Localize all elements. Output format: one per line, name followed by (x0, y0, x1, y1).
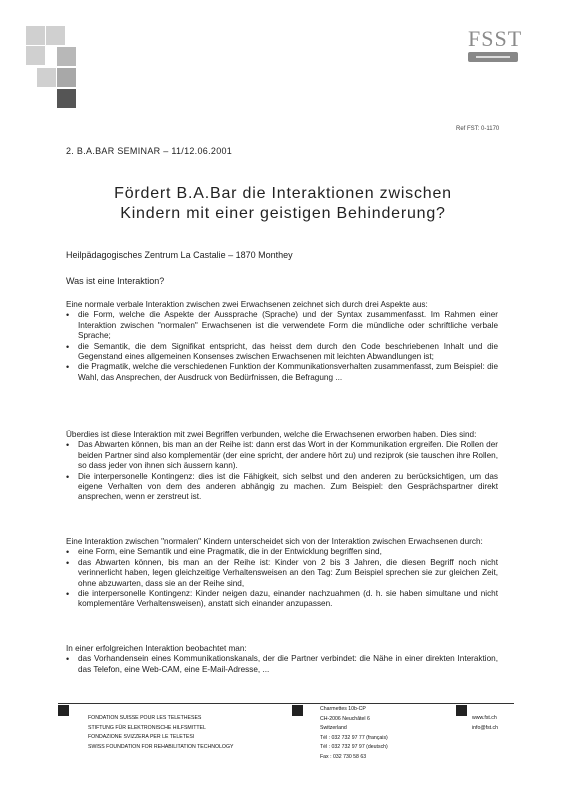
footer-address-line: Fax : 032 730 58 63 (320, 753, 367, 760)
list-item: • die Semantik, die dem Signifikat entspricht, das heisst dem durch den Code beschriebenen Inhalt und die Gegenstand eines allgemeinen Konsenses zwischen Erwachsenen mit leichten Abwandlungen ist; (66, 342, 498, 363)
decor-square (26, 26, 45, 45)
footer-address-line: Tél : 032 732 97 97 (deutsch) (320, 744, 388, 751)
footer-divider (58, 703, 514, 704)
footer-org-line: FONDATION SUISSE POUR LES TELETHESES (88, 715, 202, 721)
seminar-heading: 2. B.A.BAR SEMINAR – 11/12.06.2001 (66, 146, 233, 156)
section-1-list (66, 310, 498, 383)
footer-address-line: Switzerland (320, 725, 347, 732)
footer-organization (88, 714, 233, 752)
footer-square (58, 705, 69, 716)
footer-address (320, 705, 388, 763)
section-4-list (66, 654, 498, 675)
fst-logo-icon (468, 52, 518, 62)
email-link[interactable]: info@fst.ch (472, 724, 499, 731)
section-2-list (66, 440, 498, 502)
decor-square (57, 68, 76, 87)
decor-square (46, 26, 65, 45)
list-item: • die Pragmatik, welche die verschiedenen Funktion der Kommunikationsverhalten zusammenfasst, zum Beispiel: die Wahl, das Ansprechen, der Ausdruck von Bedürfnissen, die Befragung ... (66, 362, 498, 383)
list-item: • die Form, welche die Aspekte der Aussprache (Sprache) und der Syntax zusammenfasst. Im Rahmen einer Interaktion zwischen "normalen" Erwachsenen ist die verwendete Form die mündliche oder schriftliche verbale Sprache; (66, 310, 498, 341)
list-item: • Das Abwarten können, bis man an der Reihe ist: dann erst das Wort in der Kommunikation ergreifen. Die Rollen der beiden Partner sind also komplementär (der eine spricht, der andere hört zu) und reziprok (sie tauschen ihre Rollen, so dass jeder von ihnen sich äussern kann). (66, 440, 498, 471)
footer-org-line: SWISS FOUNDATION FOR REHABILITATION TECHNOLOGY (88, 743, 234, 750)
section-4-intro: In einer erfolgreichen Interaktion beobachtet man: (66, 644, 247, 653)
list-item: • das Abwarten können, bis man an der Reihe ist: Kinder von 2 bis 3 Jahren, die diesen Begriff noch nicht verinnerlicht haben, legen gleichzeitige Verhaltensweisen an den Tag: Zum Beispiel sprechen sie zur gleichen Zeit, ohne abzuwarten, dass sie an der Reihe sind, (66, 558, 498, 589)
footer-square (292, 705, 303, 716)
website-link[interactable]: www.fst.ch (472, 715, 497, 721)
title-line-2: Kindern mit einer geistigen Behinderung? (120, 205, 446, 222)
section-2-intro: Überdies ist diese Interaktion mit zwei Begriffen verbunden, welche die Erwachsenen erworben haben. Dies sind: (66, 430, 477, 439)
logo-text: FSST (468, 26, 523, 51)
section-2 (66, 430, 498, 503)
document-title (66, 184, 500, 224)
institution-line: Heilpädagogisches Zentrum La Castalie – 1870 Monthey (66, 250, 293, 260)
section-1 (66, 300, 498, 383)
footer-address-line: Tél : 032 732 97 77 (français) (320, 734, 388, 741)
section-question: Was ist eine Interaktion? (66, 276, 165, 286)
section-3-intro: Eine Interaktion zwischen "normalen" Kindern unterscheidet sich von der Interaktion zwischen Erwachsenen durch: (66, 537, 483, 546)
list-item: • die interpersonelle Kontingenz: Kinder neigen dazu, einander nachzuahmen (d. h. sie haben simultane und nicht komplementäre Verhaltensweisen), anstatt sich einander anzupassen. (66, 589, 498, 610)
decor-square (57, 89, 76, 108)
footer-org-line: FONDAZIONE SVIZZERA PER LE TELETESI (88, 734, 195, 741)
footer-square (456, 705, 467, 716)
list-item: • Die interpersonelle Kontingenz: dies ist die Fähigkeit, sich selbst und den anderen zu berücksichtigen, um das eigene Verhalten von dem des anderen abhängig zu machen. Zum Beispiel: den Gesprächspartner direkt ansprechen, wenn er zerstreut ist. (66, 472, 498, 503)
footer-contact (472, 714, 498, 733)
footer-org-line: STIFTUNG FÜR ELEKTRONISCHE HILFSMITTEL (88, 724, 206, 731)
section-3 (66, 537, 498, 610)
section-1-intro: Eine normale verbale Interaktion zwischen zwei Erwachsenen zeichnet sich durch drei Aspekte aus: (66, 300, 428, 309)
list-item: • eine Form, eine Semantik und eine Pragmatik, die in der Entwicklung begriffen sind, (66, 547, 498, 557)
decor-square (57, 47, 76, 66)
fst-logo (468, 26, 523, 62)
decor-square (26, 46, 45, 65)
list-item: • das Vorhandensein eines Kommunikationskanals, der die Partner verbindet: die Nähe in einer direkten Interaktion, das Telefon, eine Web-CAM, eine E-Mail-Adresse, ... (66, 654, 498, 675)
title-line-1: Fördert B.A.Bar die Interaktionen zwischen (114, 185, 452, 202)
footer-address-line: CH-2006 Neuchâtel 6 (320, 715, 370, 722)
reference-number: Ref FST: 0-1170 (456, 126, 500, 132)
section-3-list (66, 547, 498, 609)
footer-address-line: Charmettes 10b-CP (320, 706, 366, 712)
section-4 (66, 644, 498, 675)
decor-square (37, 68, 56, 87)
